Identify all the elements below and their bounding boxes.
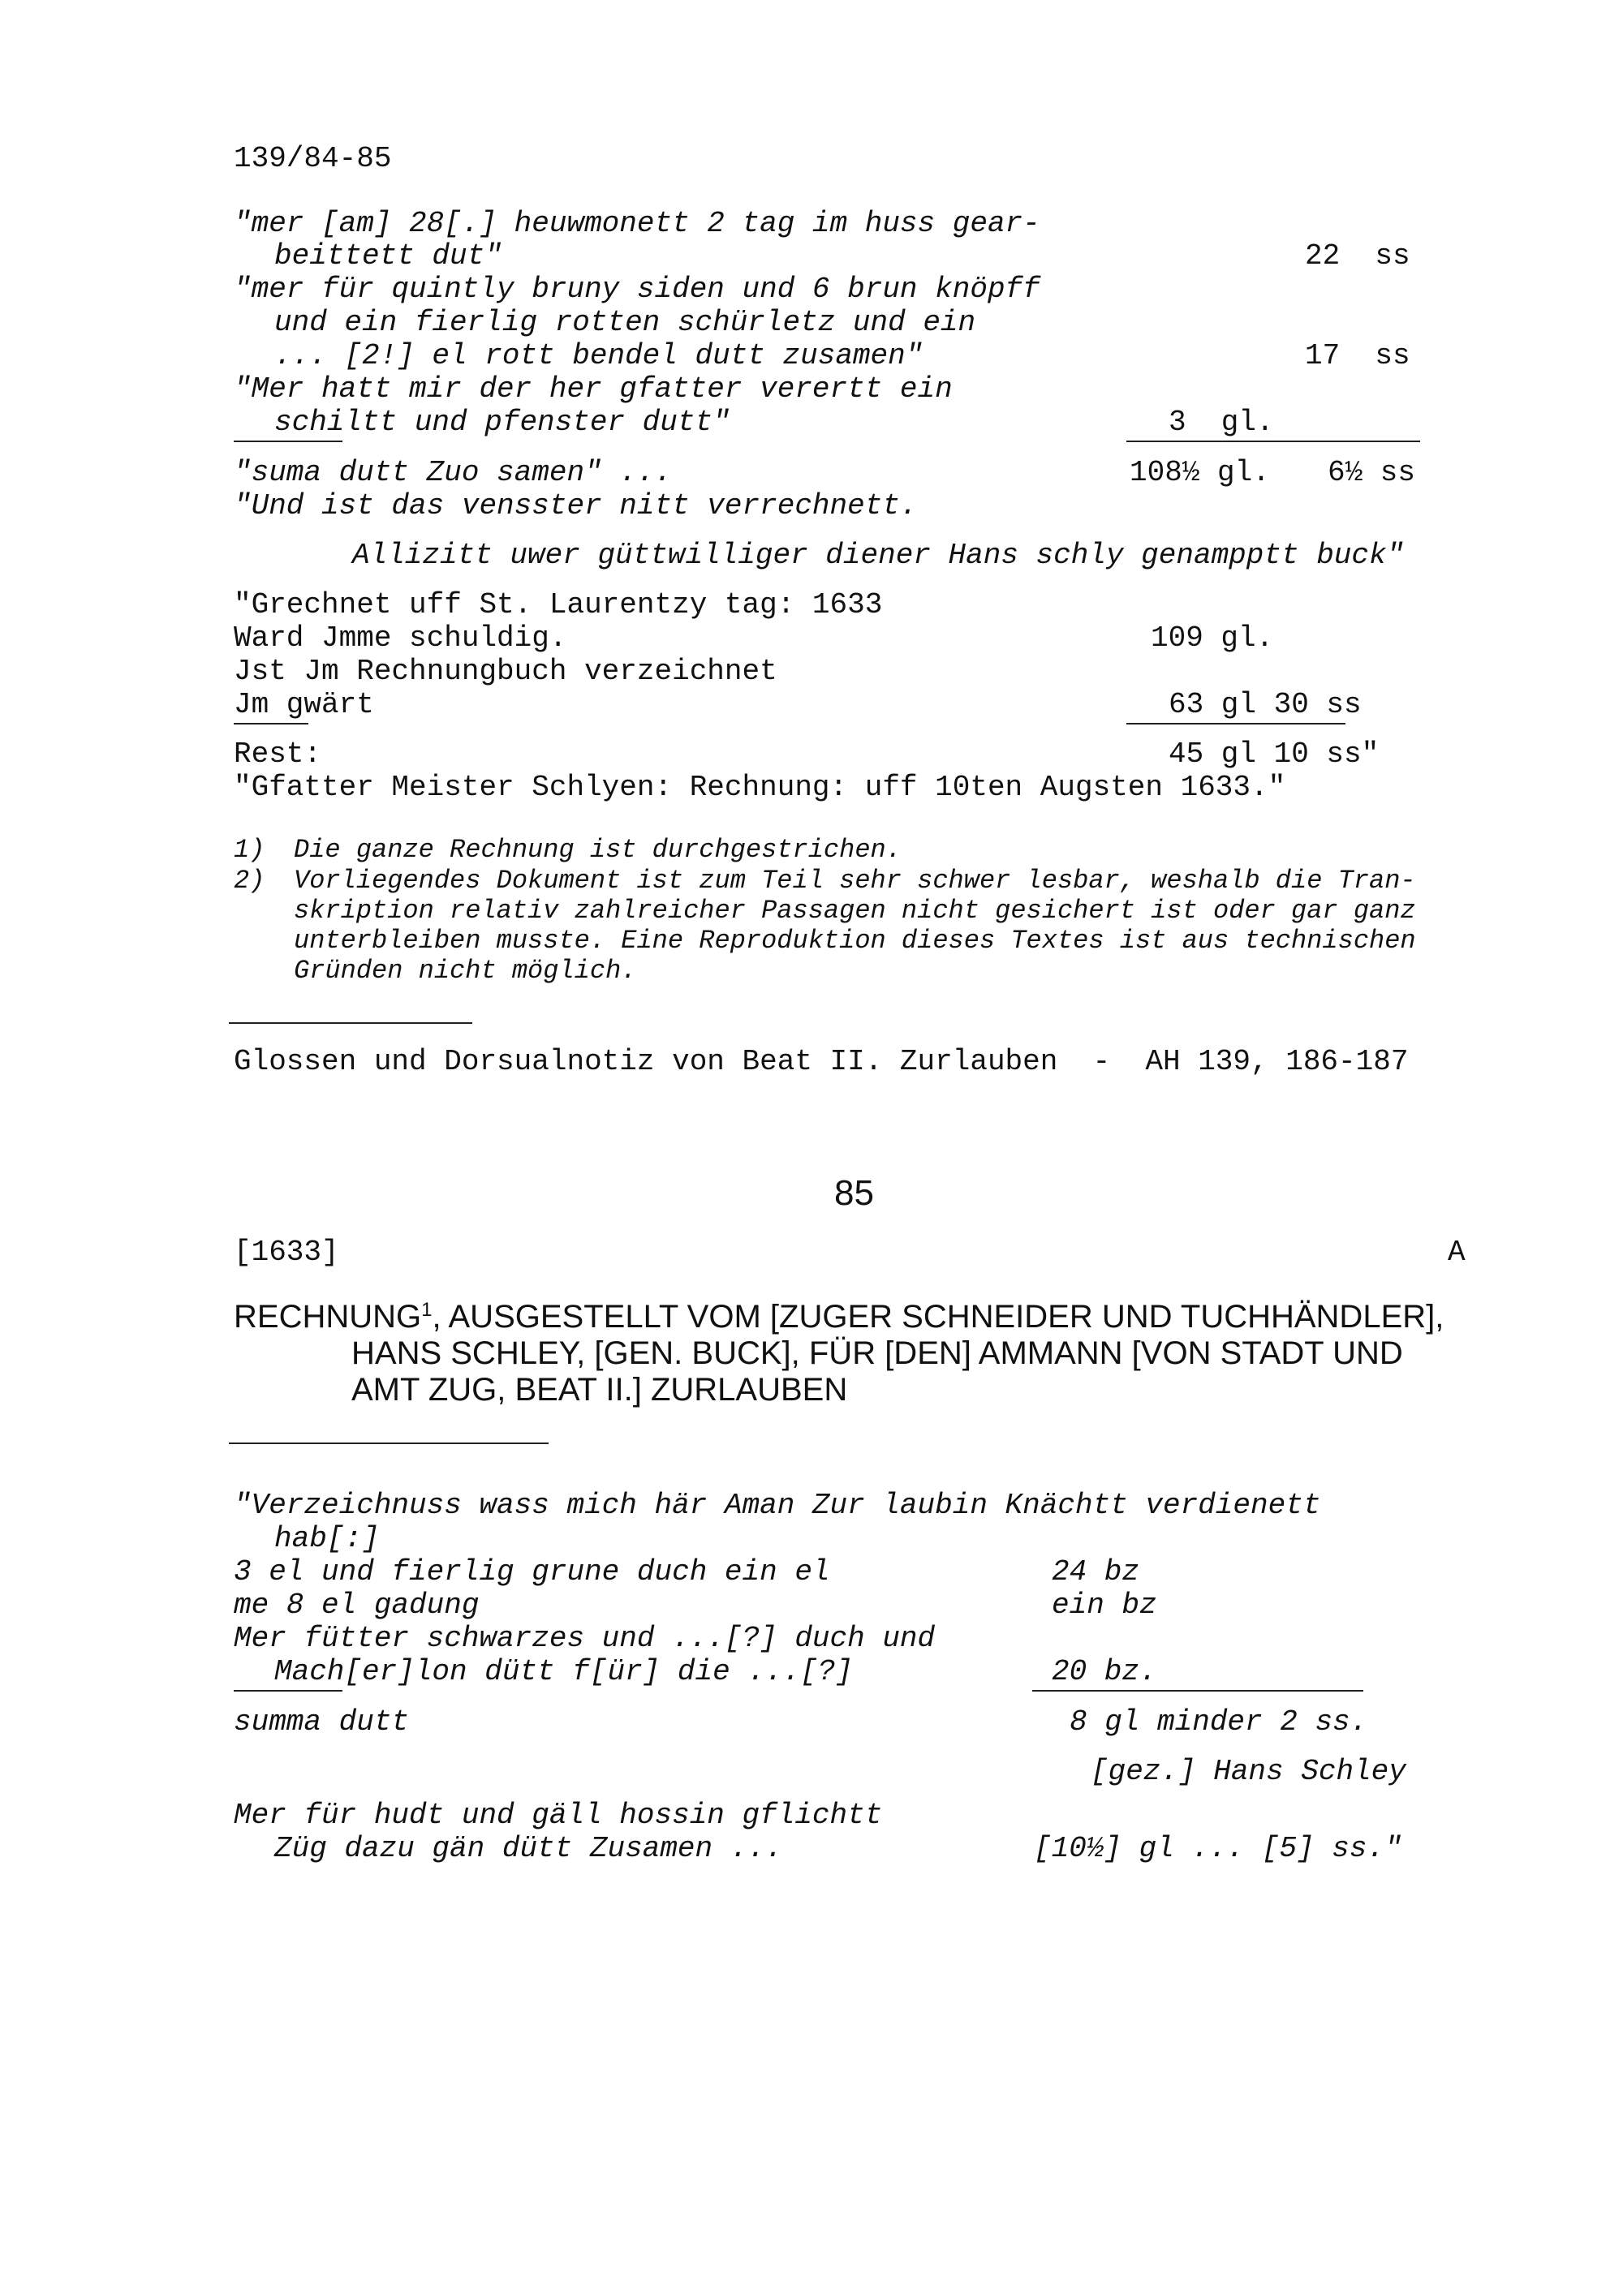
sum-schilling: 6½ ss	[1328, 456, 1416, 489]
entry-line: Mach[er]lon dütt f[ür] die ...[?]	[274, 1655, 853, 1688]
title-text: , AUSGESTELLT VOM [ZUGER SCHNEIDER UND TUCHHÄNDLER],	[432, 1299, 1444, 1335]
sum-label: summa dutt	[234, 1705, 410, 1739]
sum-amount: 8 gl minder 2 ss.	[1070, 1705, 1368, 1739]
footnote-number: 2)	[234, 866, 265, 896]
signoff-line: Allizitt uwer güttwilliger diener Hans schly genampptt buck"	[352, 539, 1405, 572]
footnote-text: Vorliegendes Dokument ist zum Teil sehr schwer lesbar, weshalb die Tran-	[294, 866, 1416, 896]
entry-amount: 17 ss	[1305, 339, 1410, 372]
title-footnote-marker: 1	[421, 1299, 433, 1321]
document-title-line	[234, 1301, 1444, 1333]
entry-line: "mer [am] 28[.] heuwmonett 2 tag im huss gear-	[234, 207, 1040, 240]
document-title-line: AMT ZUG, BEAT II.] ZURLAUBEN	[351, 1372, 848, 1408]
footnote-text: skription relativ zahlreicher Passagen nicht gesichert ist oder gar ganz	[294, 896, 1416, 926]
entry-line: "Mer hatt mir der her gfatter verertt ein	[234, 372, 953, 406]
entry-line: "mer für quintly bruny siden und 6 brun knöpff	[234, 273, 1040, 306]
entry-amount: 20 bz.	[1052, 1655, 1157, 1688]
sum-gulden: 108½ gl.	[1130, 456, 1270, 489]
entry-line: und ein fierlig rotten schürletz und ein	[274, 306, 976, 339]
sum-rule-left	[234, 1690, 342, 1692]
entry-line: beittett dut"	[274, 239, 502, 273]
section-rule	[229, 1022, 472, 1024]
entry-line: "Verzeichnuss wass mich här Aman Zur laubin Knächtt verdienett	[234, 1489, 1321, 1522]
sum-label: "suma dutt Zuo samen" ...	[234, 456, 673, 489]
sum-rule-right	[1126, 441, 1420, 442]
reckoning-line: Jst Jm Rechnungbuch verzeichnet	[234, 655, 777, 688]
entry-amount: ein bz	[1052, 1589, 1157, 1622]
reckoning-line: "Gfatter Meister Schlyen: Rechnung: uff 10ten Augsten 1633."	[234, 771, 1286, 804]
entry-line: me 8 el gadung	[234, 1589, 480, 1622]
footnote-number: 1)	[234, 835, 265, 865]
footnote-text: Die ganze Rechnung ist durchgestrichen.	[294, 835, 902, 865]
footnote-text: unterbleiben musste. Eine Reproduktion dieses Textes ist aus technischen	[294, 926, 1416, 956]
reckoning-line: Ward Jmme schuldig.	[234, 621, 567, 655]
entry-line: Züg dazu gän dütt Zusamen ...	[274, 1832, 783, 1865]
document-date: [1633]	[234, 1236, 339, 1269]
entry-line: hab[:]	[274, 1522, 380, 1555]
rest-rule-left	[234, 723, 308, 724]
entry-line: Mer für hudt und gäll hossin gflichtt	[234, 1799, 883, 1832]
title-text: RECHNUNG	[234, 1299, 422, 1335]
document-letter: A	[1448, 1236, 1466, 1269]
reckoning-line: Rest:	[234, 737, 322, 771]
reckoning-amount: 109 gl.	[1151, 621, 1274, 655]
sum-rule-right	[1032, 1690, 1363, 1692]
page-reference: 139/84-85	[234, 142, 392, 175]
entry-amount: 22 ss	[1305, 239, 1410, 273]
reckoning-amount: 45 gl 10 ss"	[1169, 737, 1380, 771]
reckoning-line: "Grechnet uff St. Laurentzy tag: 1633	[234, 588, 883, 621]
note-line: "Und ist das vensster nitt verrechnett.	[234, 489, 918, 522]
reckoning-line: Jm gwärt	[234, 688, 374, 721]
footnote-text: Gründen nicht möglich.	[294, 956, 637, 986]
entry-line: 3 el und fierlig grune duch ein el	[234, 1555, 830, 1589]
rest-rule-right	[1126, 723, 1345, 724]
entry-amount: 3 gl.	[1169, 406, 1274, 439]
entry-line: Mer fütter schwarzes und ...[?] duch und	[234, 1622, 936, 1655]
document-title-line: HANS SCHLEY, [GEN. BUCK], FÜR [DEN] AMMANN [VON STADT UND	[351, 1335, 1403, 1371]
sum-rule-left	[234, 441, 342, 442]
gloss-line: Glossen und Dorsualnotiz von Beat II. Zurlauben - AH 139, 186-187	[234, 1045, 1409, 1078]
entry-amount: 24 bz	[1052, 1555, 1140, 1589]
entry-line: schiltt und pfenster dutt"	[274, 406, 730, 439]
entry-amount: [10½] gl ... [5] ss."	[1034, 1832, 1402, 1865]
entry-line: ... [2!] el rott bendel dutt zusamen"	[274, 339, 923, 372]
signature-line: [gez.] Hans Schley	[1091, 1755, 1406, 1788]
document-number: 85	[834, 1173, 874, 1213]
section-rule	[229, 1443, 549, 1444]
reckoning-amount: 63 gl 30 ss	[1169, 688, 1362, 721]
